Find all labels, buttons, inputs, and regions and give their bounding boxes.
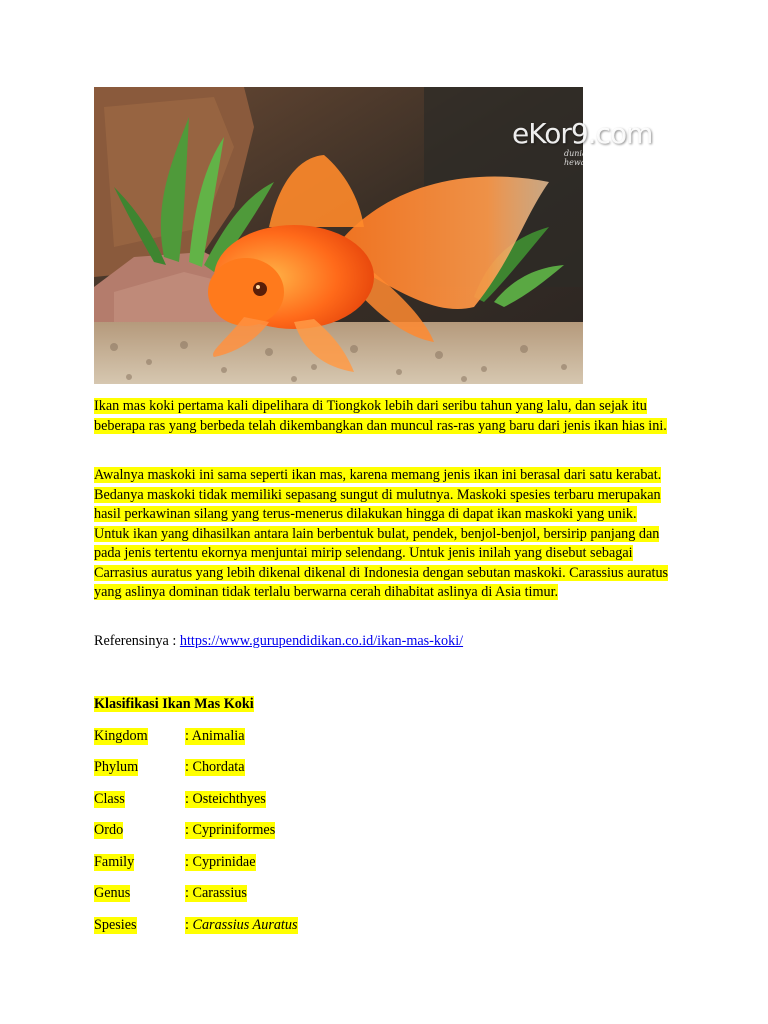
classification-heading [94,696,254,713]
classification-value: : Cypriniformes [185,822,276,838]
classification-value: : Chordata [185,759,245,775]
classification-value: : Carassius [185,885,247,901]
reference-line [94,633,463,650]
classification-label: Kingdom [94,728,148,744]
goldfish-photo [94,87,653,384]
paragraph-description-text: Awalnya maskoki ini sama seperti ikan mas, karena memang jenis ikan ini berasal dari satu kerabat. Bedanya maskoki tidak memiliki sepasang sungut di mulutnya. Maskoki spesies terbaru merupakan hasil perkawinan silang yang terus-menerus dilakukan hingga di dapat ikan maskoki yang unik. Untuk ikan yang dihasilkan antara lain berbentuk bulat, pendek, benjol-benjol, bersirip panjang dan pada jenis tertentu ekornya menjuntai mirip selendang. Untuk jenis inilah yang disebut sebagai Carrasius auratus yang lebih dikenal dikenal di Indonesia dengan sebutan maskoki. Carassius auratus yang aslinya dominan tidak terlalu berwarna cerah dihabitat aslinya di Asia timur. [94,467,669,600]
classification-value [185,917,298,934]
reference-label: Referensinya : [94,633,180,649]
classification-value: : Animalia [185,728,245,744]
classification-value: : Cyprinidae [185,854,256,870]
classification-value-prefix: : [185,917,193,933]
classification-label: Ordo [94,822,124,838]
classification-heading-text: Klasifikasi Ikan Mas Koki [94,696,254,712]
paragraph-intro-text: Ikan mas koki pertama kali dipelihara di Tiongkok lebih dari seribu tahun yang lalu, dan sejak itu beberapa ras yang berbeda telah dikembangkan dan muncul ras-ras yang baru dari jenis ikan hias ini. [94,398,667,434]
classification-value-species: Carassius Auratus [192,917,298,933]
classification-label: Spesies [94,917,137,933]
classification-label: Class [94,791,125,807]
watermark-logo: eKor9.com [512,117,653,150]
classification-value: : Osteichthyes [185,791,266,807]
paragraph-intro [94,397,674,436]
reference-link[interactable]: https://www.gurupendidikan.co.id/ikan-mas-koki/ [179,633,464,649]
paragraph-description [94,466,674,603]
watermark-subtitle: dunia hewan [564,149,591,167]
classification-label: Genus [94,885,131,901]
classification-label: Family [94,854,135,870]
classification-label: Phylum [94,759,139,775]
